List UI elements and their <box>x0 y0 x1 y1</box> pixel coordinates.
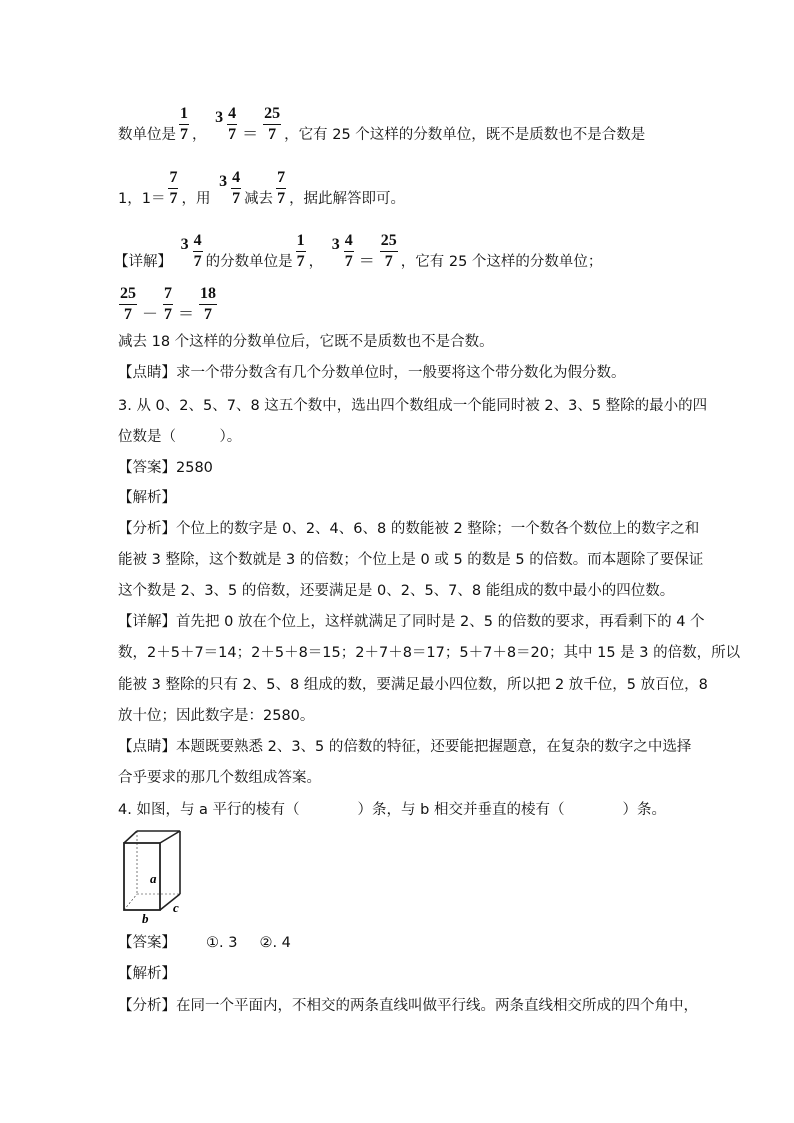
fraction: $\frac{25}{7}$ <box>120 285 136 323</box>
equals: ＝ <box>358 253 375 270</box>
xiangjie-line: 放十位；因此数字是：2580。 <box>118 708 315 724</box>
answer-2: ②. 4 <box>259 935 291 951</box>
mixed-whole: 3 <box>215 109 224 126</box>
fraction: $\frac{4}{7}$ <box>193 232 202 270</box>
fraction: $\frac{7}{7}$ <box>169 169 178 207</box>
fenxi-line: 这个数是 2、3、5 的倍数，还要满足是 0、2、5、7、8 能组成的数中最小的四位数。 <box>118 583 675 599</box>
fraction: $\frac{25}{7}$ <box>264 105 281 143</box>
minus: － <box>142 306 159 323</box>
text: ， <box>308 254 324 270</box>
cuboid-figure <box>118 828 184 924</box>
answer-line <box>118 933 291 953</box>
xiangjie-line: 数，2＋5＋7＝14；2＋5＋8＝15；2＋7＋8＝17；5＋7＋8＝20；其中 15 是 3 的倍数，所以 <box>118 645 741 661</box>
fraction: $\frac{7}{7}$ <box>164 285 173 323</box>
text-line: 减去 18 个这样的分数单位后，它既不是质数也不是合数。 <box>118 334 494 350</box>
question-3: 3. 从 0、2、5、7、8 这五个数中，选出四个数组成一个能同时被 2、3、5 整除的最小的四 <box>118 398 708 414</box>
question-4: 4. 如图，与 a 平行的棱有（ ）条，与 b 相交并垂直的棱有（ ）条。 <box>118 802 666 818</box>
fraction: $\frac{4}{7}$ <box>232 169 241 207</box>
fenxi-line: 【分析】在同一个平面内，不相交的两条直线叫做平行线。两条直线相交所成的四个角中， <box>118 998 698 1014</box>
text-line <box>114 231 602 272</box>
equation-line <box>116 284 220 325</box>
mixed-whole: 3 <box>219 173 228 190</box>
label-a: a <box>150 871 157 886</box>
fenxi-line: 【分析】个位上的数字是 0、2、4、6、8 的数能被 2 整除；一个数各个数位上的数字之和 <box>118 521 700 537</box>
question-3-cont: 位数是（ ）。 <box>118 429 242 445</box>
fraction: $\frac{1}{7}$ <box>180 105 188 143</box>
mixed-whole: 3 <box>331 236 340 253</box>
fraction: $\frac{18}{7}$ <box>200 285 217 323</box>
answer: 【答案】2580 <box>118 460 213 476</box>
text: ，它有 25 个这样的分数单位； <box>400 254 603 270</box>
text: ，用 <box>181 191 211 207</box>
text: 减去 <box>244 191 274 207</box>
label-c: c <box>173 900 179 915</box>
fraction: $\frac{4}{7}$ <box>344 232 353 270</box>
text-line <box>118 168 405 209</box>
xiangjie-line: 【详解】首先把 0 放在个位上，这样就满足了同时是 2、5 的倍数的要求，再看剩下的 4 个 <box>118 614 705 630</box>
answer-1: ①. 3 <box>206 935 238 951</box>
text-line <box>118 104 645 145</box>
xiangjie-line: 能被 3 整除的只有 2、5、8 组成的数，要满足最小四位数，所以把 2 放千位，5 放百位，8 <box>118 677 708 693</box>
text: 1，1＝ <box>118 191 166 207</box>
fraction: $\frac{7}{7}$ <box>277 169 286 207</box>
equals: ＝ <box>178 306 195 323</box>
label-b: b <box>142 911 149 924</box>
dianjing-line: 【点睛】求一个带分数含有几个分数单位时，一般要将这个带分数化为假分数。 <box>118 365 626 381</box>
fraction: $\frac{1}{7}$ <box>296 232 305 270</box>
text: ， <box>192 127 207 143</box>
text: ，据此解答即可。 <box>289 191 406 207</box>
text: 的分数单位是 <box>205 254 293 270</box>
jiexi-heading: 【解析】 <box>118 966 176 982</box>
equals: ＝ <box>242 126 259 143</box>
answer-tag: 【答案】 <box>118 935 176 951</box>
fraction: $\frac{25}{7}$ <box>380 232 397 270</box>
fraction: $\frac{4}{7}$ <box>228 105 237 143</box>
text: 数单位是 <box>118 127 176 143</box>
section-tag: 【详解】 <box>114 254 172 270</box>
text: ，它有 25 个这样的分数单位，既不是质数也不是合数是 <box>284 127 646 143</box>
mixed-whole: 3 <box>180 236 189 253</box>
dianjing-line: 合乎要求的那几个数组成答案。 <box>118 770 321 786</box>
dianjing-line: 【点睛】本题既要熟悉 2、3、5 的倍数的特征，还要能把握题意，在复杂的数字之中选择 <box>118 739 692 755</box>
fenxi-line: 能被 3 整除，这个数就是 3 的倍数；个位上是 0 或 5 的数是 5 的倍数。而本题除了要保证 <box>118 552 704 568</box>
jiexi-heading: 【解析】 <box>118 490 176 506</box>
